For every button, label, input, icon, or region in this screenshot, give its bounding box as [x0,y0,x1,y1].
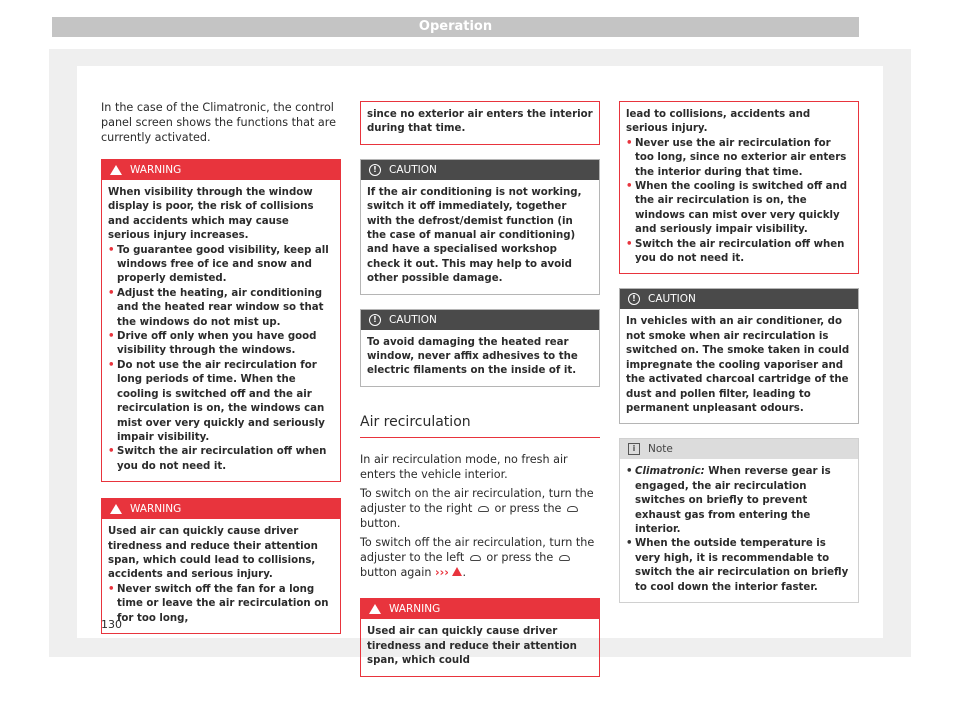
warning-box-3 [360,598,600,676]
switch-off-text-3: button again [360,566,432,580]
warning-item: • Switch the air recirculation off when you do not need it. [108,445,334,474]
switch-on-text-2: or press the [494,502,562,516]
recirculation-icon [478,506,489,512]
warning-body [102,180,340,481]
warning-item: • Never switch off the fan for a long time or leave the air recirculation on for too long, [108,583,334,626]
caution-body: To avoid damaging the heated rear window, never affix adhesives to the electric filaments on the inside of it. [367,336,578,377]
caution-body: If the air conditioning is not working, switch it off immediately, together with the defrost/demist function (in the case of manual air conditioning) and have a specialised workshop check it out. This may help to avoid other possible damage. [367,186,582,285]
recirculation-button-icon [559,555,570,561]
switch-off-text-2: or press the [486,551,554,565]
section-header: Operation [52,17,859,37]
warning-lead: Used air can quickly cause driver tiredness and reduce their attention span, which could lead to collisions, accidents and serious injury. [108,526,318,581]
note-item-emphasis: Climatronic: [635,466,705,478]
warning-body: Used air can quickly cause driver tiredness and reduce their attention span, which could [367,626,577,667]
switch-off-text: To switch off the air recirculation, turn the adjuster to the left [360,536,595,565]
warning-label: WARNING [130,503,182,516]
warning-body [102,519,340,633]
warning-continuation [360,101,600,145]
note-box [619,438,859,603]
fresh-air-icon [470,555,481,561]
section-heading: Air recirculation [360,415,600,439]
info-icon: i [628,443,640,455]
recirculation-button-icon [567,506,578,512]
column-1 [101,100,341,634]
warning-triangle-icon [369,604,381,614]
column-3 [619,101,859,603]
note-label: Note [648,443,673,456]
caution-box-3 [619,288,859,424]
warning-item: • When the cooling is switched off and the air recirculation is on, the windows can mist over very quickly and seriously impair visibility. [626,180,852,238]
caution-label: CAUTION [648,293,696,306]
switch-on-instructions [360,486,600,531]
caution-circle-icon: ! [369,164,381,176]
warning-item: • Switch the air recirculation off when you do not need it. [626,238,852,267]
note-item-text: When reverse gear is engaged, the air recirculation switches on briefly to prevent exhaust gas from entering the interior. [635,466,831,535]
warning-header [102,160,340,180]
cross-reference-arrow[interactable]: ››› [435,566,449,580]
caution-circle-icon: ! [369,314,381,326]
switch-on-text: To switch on the air recirculation, turn the adjuster to the right [360,487,594,516]
page-number: 130 [101,618,122,631]
warning-box-1 [101,159,341,482]
caution-header [620,289,858,309]
caution-box-2 [360,309,600,387]
warning-lead: lead to collisions, accidents and serious injury. [626,109,811,135]
warning-item: • Drive off only when you have good visibility through the windows. [108,330,334,359]
warning-triangle-icon [110,165,122,175]
caution-header [361,160,599,180]
note-header [620,439,858,459]
note-item: • When the outside temperature is very high, it is recommendable to switch the air recirculation on briefly to cool down the interior faster. [626,537,852,595]
caution-label: CAUTION [389,163,437,176]
warning-item: • Adjust the heating, air conditioning and the heated rear window so that the windows do not mist up. [108,287,334,330]
warning-header [102,499,340,519]
note-item [626,465,852,537]
caution-header [361,310,599,330]
warning-continuation [619,101,859,274]
warning-item: • Do not use the air recirculation for long periods of time. When the cooling is switched off and the air recirculation is on, the windows can mist over very quickly and seriously impair visibility. [108,359,334,445]
warning-item: • To guarantee good visibility, keep all windows free of ice and snow and properly demisted. [108,244,334,287]
recirculation-intro: In air recirculation mode, no fresh air enters the vehicle interior. [360,453,568,482]
caution-circle-icon: ! [628,293,640,305]
warning-body [620,102,858,273]
warning-header [361,599,599,619]
switch-on-text-3: button. [360,517,401,531]
warning-label: WARNING [389,603,441,616]
caution-label: CAUTION [389,313,437,326]
warning-body: since no exterior air enters the interior during that time. [367,109,593,135]
warning-triangle-icon [110,504,122,514]
note-body [620,459,858,602]
warning-box-2 [101,498,341,634]
warning-label: WARNING [130,164,182,176]
intro-text: In the case of the Climatronic, the control panel screen shows the functions that are currently activated. [101,101,337,144]
warning-reference-icon [452,567,462,576]
caution-body: In vehicles with an air conditioner, do not smoke when air recirculation is switched on. The smoke taken in could impregnate the cooling vaporiser and the activated charcoal cartridge of the dust and pollen filter, leading to permanent unpleasant odours. [626,316,850,414]
switch-off-instructions: To switch off the air recirculation, turn the adjuster to the left or press the button again ››› . [360,536,595,580]
caution-box-1 [360,159,600,295]
column-2 [360,101,600,677]
warning-item: • Never use the air recirculation for too long, since no exterior air enters the interior during that time. [626,137,852,180]
warning-lead: When visibility through the window display is poor, the risk of collisions and accidents which may cause serious injury increases. [108,187,314,242]
